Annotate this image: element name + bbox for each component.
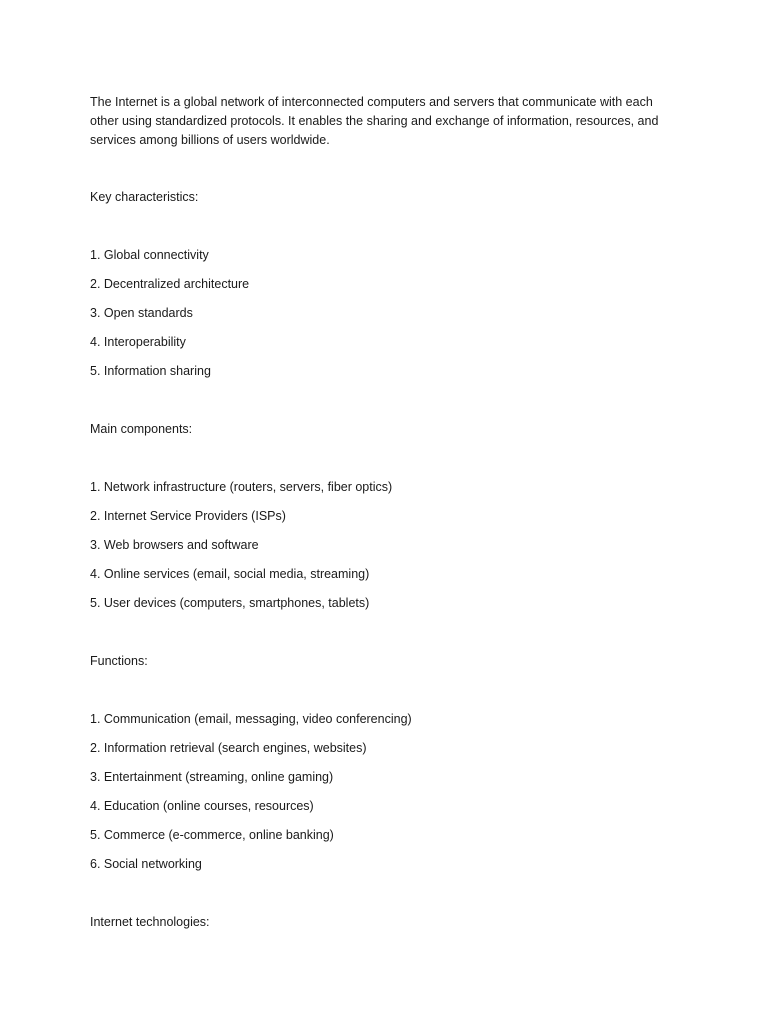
intro-paragraph: The Internet is a global network of interconnected computers and servers that communicate with each other using standardized protocols. It enables the sharing and exchange of information, resources, and services among billions of users worldwide. <box>90 95 659 147</box>
list-item: 3. Open standards <box>90 306 193 320</box>
components-heading: Main components: <box>90 422 193 436</box>
list-item: 2. Information retrieval (search engines, websites) <box>90 741 367 755</box>
list-item: 2. Decentralized architecture <box>90 277 250 291</box>
technologies-heading: Internet technologies: <box>90 915 210 929</box>
characteristics-list <box>90 246 680 381</box>
functions-heading: Functions: <box>90 654 148 668</box>
list-item: 3. Entertainment (streaming, online gaming) <box>90 770 334 784</box>
list-item: 1. Network infrastructure (routers, servers, fiber optics) <box>90 480 393 494</box>
list-item: 4. Education (online courses, resources) <box>90 799 314 813</box>
list-item: 4. Online services (email, social media, streaming) <box>90 567 370 581</box>
list-item: 5. User devices (computers, smartphones, tablets) <box>90 596 370 610</box>
list-item: 4. Interoperability <box>90 335 186 349</box>
list-item: 5. Information sharing <box>90 364 211 378</box>
list-item: 2. Internet Service Providers (ISPs) <box>90 509 286 523</box>
list-item: 5. Commerce (e-commerce, online banking) <box>90 828 334 842</box>
characteristics-heading: Key characteristics: <box>90 190 199 204</box>
components-list <box>90 478 680 613</box>
list-item: 3. Web browsers and software <box>90 538 259 552</box>
functions-list <box>90 710 680 874</box>
list-item: 1. Global connectivity <box>90 248 209 262</box>
list-item: 6. Social networking <box>90 857 202 871</box>
list-item: 1. Communication (email, messaging, video conferencing) <box>90 712 412 726</box>
document-body <box>90 93 680 932</box>
